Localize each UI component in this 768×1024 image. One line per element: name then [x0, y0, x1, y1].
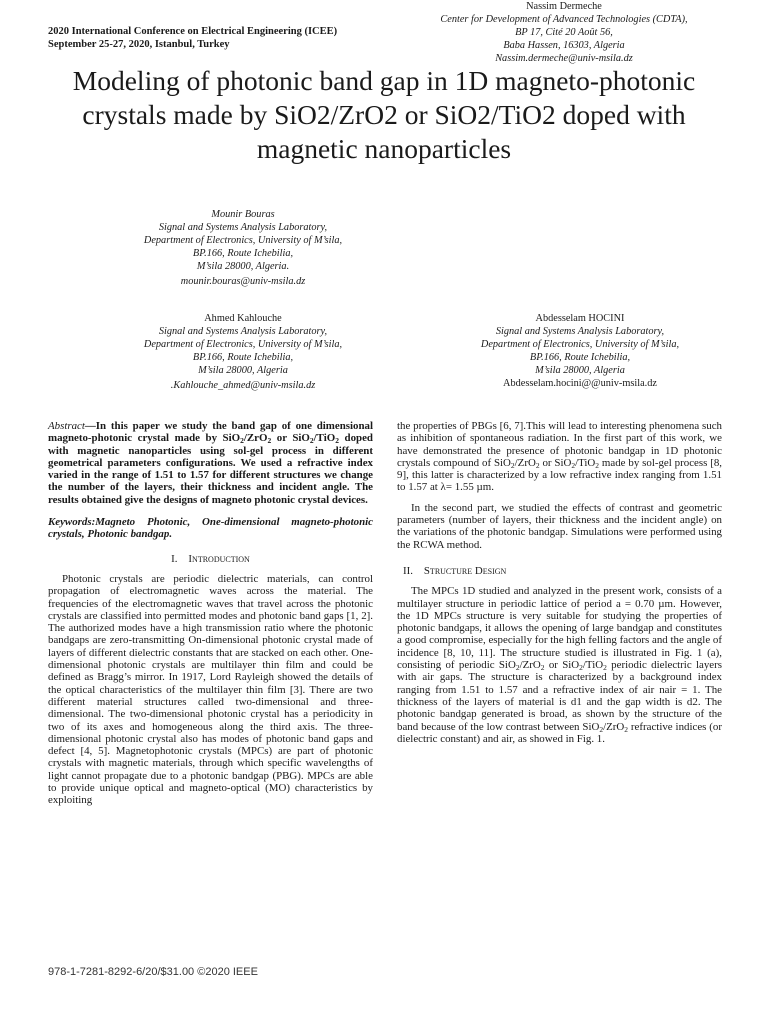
author-email: .Kahlouche_ahmed@univ-msila.dz: [170, 380, 316, 391]
author-email: Nassim.dermeche@univ-msila.dz: [495, 53, 633, 64]
author-affiliation: Department of Electronics, University of M’sila,: [143, 235, 343, 246]
copyright-footer: 978-1-7281-8292-6/20/$31.00 ©2020 IEEE: [48, 966, 258, 978]
abstract-label: Abstract: [48, 420, 85, 432]
author-affiliation: M’sila 28000, Algeria: [535, 365, 625, 376]
author-block-2: [410, 0, 718, 65]
paper-title: Modeling of photonic band gap in 1D magneto-photonic crystals made by SiO2/ZrO2 or SiO2/TiO2 doped with magnetic nanoparticles: [72, 65, 696, 164]
keywords: Keywords:Magneto Photonic, One-dimensional magneto-photonic crystals, Photonic bandgap.: [48, 516, 373, 541]
author-name: Ahmed Kahlouche: [204, 313, 282, 324]
author-name: Mounir Bouras: [211, 209, 275, 220]
author-affiliation: M’sila 28000, Algeria: [198, 365, 288, 376]
author-email: mounir.bouras@univ-msila.dz: [180, 276, 306, 287]
author-block-3: [98, 312, 388, 392]
author-affiliation: Baba Hassen, 16303, Algeria: [503, 40, 625, 51]
right-column: [397, 420, 722, 745]
author-affiliation: BP.166, Route Ichebilia,: [192, 248, 294, 259]
conference-date: September 25-27, 2020, Istanbul, Turkey: [48, 38, 230, 50]
author-block-1: [98, 208, 388, 288]
introduction-paragraph: Photonic crystals are periodic dielectric materials, can control propagation of electromagnetic waves across the material. The frequencies of the electromagnetic waves that travel across the photonic crystals are classified into permitted modes and photonic band gaps [1, 2]. The authorized modes have a high transmission ratio where the photonic bandgaps are zero-transmitting On-dimensional photonic crystal made of layers of different dielectric constants that are stacked on each other. One-dimensional photonic crystals are multilayer thin film and could be defined as Bragg’s mirror. In 1917, Lord Rayleigh showed the details of the optical characteristics of the multilayer thin film [3]. There are two different material structures called two-dimensional and three-dimensional. The two-dimensional photonic crystal has a periodicity in two of its axes and homogeneous along the third axis. The three-dimensional photonic crystal also has modes of photonic band gaps and defect [4, 5]. Magnetophotonic crystals (MPCs) are part of photonic crystals with magnetic materials, through which specific wavelengths of light cannot propagate due to a photonic bandgap (PBG). MPCs are able to provide unique optical and magneto-optical (MO) characteristics by exploiting: [48, 572, 373, 807]
left-column: [48, 420, 373, 807]
author-affiliation: M’sila 28000, Algeria.: [196, 261, 290, 272]
paragraph: The MPCs 1D studied and analyzed in the present work, consists of a multilayer structure in periodic lattice of period a = 0.70 µm. However, the 1D MPCs structure is very suitable for studying the properties of photonic bandgaps, it allows the opening of large bandgap and constitutes a good compromise, especially for the high felling factors and the angle of incidence [8, 10, 11]. The structure studied is illustrated in Fig. 1 (a), consisting of periodic SiO$_2$/ZrO$_2$ or SiO$_2$/TiO$_2$ periodic dielectric layers with air gaps. The structure is characterized by a background index ranging from 1.51 to 1.57 and a refractive index of air nair = 1. The thickness of the layers of material is d1 and the gap width is d2. The photonic bandgap generated is broad, as shown by the structure of the band because of the low contrast between SiO$_2$/ZrO$_2$ refractive indices (or dielectric constant) and air, as showed in Fig. 1.: [397, 585, 722, 745]
author-affiliation: Signal and Systems Analysis Laboratory,: [495, 326, 665, 337]
author-affiliation: Department of Electronics, University of M’sila,: [143, 339, 343, 350]
author-affiliation: Signal and Systems Analysis Laboratory,: [158, 222, 328, 233]
author-affiliation: Department of Electronics, University of M’sila,: [480, 339, 680, 350]
conference-name: 2020 International Conference on Electrical Engineering (ICEE): [48, 26, 338, 37]
author-name: Abdesselam HOCINI: [535, 313, 625, 324]
author-affiliation: Signal and Systems Analysis Laboratory,: [158, 326, 328, 337]
author-email: Abdesselam.hocini@@univ-msila.dz: [503, 378, 657, 389]
author-affiliation: Center for Development of Advanced Technologies (CDTA),: [440, 14, 688, 25]
paragraph: the properties of PBGs [6, 7].This will lead to interesting phenomena such as inhibition of spontaneous radiation. In the first part of this work, we have demonstrated the presence of photonic bandgap in 1D photonic crystals compound of SiO$_2$/ZrO$_2$ or SiO$_2$/TiO$_2$ made by sol-gel process [8, 9], this latter is characterized by a low refractive index ranging from 1.51 to 1.57 at λ= 1.55 µm.: [397, 420, 723, 494]
author-block-4: [440, 312, 720, 390]
abstract: Abstract—In this paper we study the band gap of one dimensional magneto-photonic crystal made by SiO$_2$/ZrO$_2$ or SiO$_2$/TiO$_2$ doped with magnetic nanoparticles using sol-gel process in different geometrical parameters configurations. We used a refractive index varied in the range of 1.51 to 1.57 for different structures we change the number of the layers, their thickness and incident angle. The results obtained give the designs of magneto photonic crystal devices.: [48, 420, 373, 506]
author-affiliation: BP 17, Cité 20 Août 56,: [515, 27, 613, 38]
paragraph: In the second part, we studied the effects of contrast and geometric parameters (number of layers, their thickness and the incident angle) on the variations of the photonic bandgap. Simulations were performed using the RCWA method.: [397, 501, 722, 551]
author-affiliation: BP.166, Route Ichebilia,: [529, 352, 631, 363]
conference-header: [48, 26, 337, 51]
author-name: Nassim Dermeche: [526, 1, 602, 12]
author-affiliation: BP.166, Route Ichebilia,: [192, 352, 294, 363]
section-heading-introduction: I. Introduction: [171, 552, 250, 565]
section-heading-structure-design: II. Structure Design: [403, 564, 507, 577]
